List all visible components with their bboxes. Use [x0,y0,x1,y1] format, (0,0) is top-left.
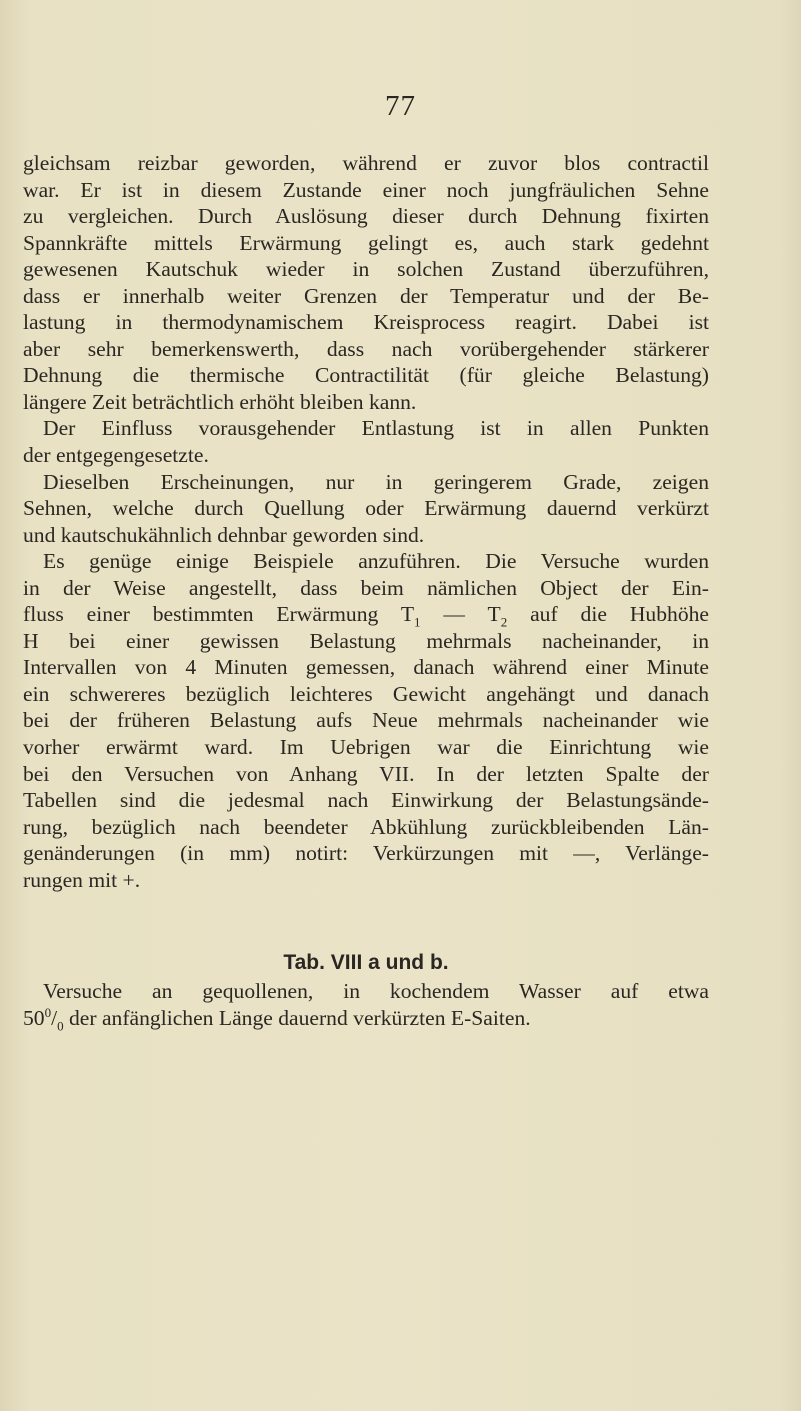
table-title: Tab. VIII a und b. [283,951,449,975]
text-line: aber sehr bemerkenswerth, dass nach vorübergehender stärkerer [23,336,709,361]
page-number: 77 [385,90,416,122]
caption-line [23,1005,709,1032]
text-line: Intervallen von 4 Minuten gemessen, danach während einer Minute [23,655,709,680]
text-line: ein schwereres bezüglich leichteres Gewicht angehängt und danach [23,681,709,706]
text-line: längere Zeit beträchtlich erhöht bleiben kann. [23,389,417,414]
text-line: Der Einfluss vorausgehender Entlastung ist in allen Punkten [43,416,709,441]
text-line: in der Weise angestellt, dass beim nämlichen Object der Ein- [23,575,709,600]
text-line: bei den Versuchen von Anhang VII. In der letzten Spalte der [23,761,709,786]
text-line: vorher erwärmt ward. Im Uebrigen war die Einrichtung wie [23,735,709,760]
text-fragment: auf die Hubhöhe [507,602,709,627]
text-line: rungen mit +. [23,867,141,892]
text-line: war. Er ist in diesem Zustande einer noch jungfräulichen Sehne [23,177,709,202]
text-line: Es genüge einige Beispiele anzuführen. Die Versuche wurden [43,549,709,574]
text-fragment: — T [420,602,501,627]
text-line: rung, bezüglich nach beendeter Abkühlung zurückbleibenden Län- [23,814,709,839]
text-line: Spannkräfte mittels Erwärmung gelingt es, auch stark gedehnt [23,230,709,255]
subscript: 0 [57,1018,64,1034]
text-fragment: fluss einer bestimmten Erwärmung T [23,602,415,627]
text-line: gleichsam reizbar geworden, während er zuvor blos contractil [23,151,709,175]
text-line: Dehnung die thermische Contractilität (für gleiche Belastung) [23,363,709,388]
superscript: 0 [44,1004,52,1020]
text-fragment: / [51,1005,58,1030]
text-line: und kautschukähnlich dehnbar geworden sind. [23,522,425,547]
text-line: der entgegengesetzte. [23,443,209,468]
text-line: genänderungen (in mm) notirt: Verkürzungen mit —, Verlänge- [23,841,709,866]
text-fragment: 50 [23,1005,45,1030]
text-line: bei der früheren Belastung aufs Neue mehrmals nacheinander wie [23,708,709,733]
text-fragment: der anfänglichen Länge dauernd verkürzten E-Saiten. [63,1005,531,1030]
body-text [23,150,709,1034]
text-line: zu vergleichen. Durch Auslösung dieser durch Dehnung fixirten [23,204,709,229]
text-line: dass er innerhalb weiter Grenzen der Temperatur und der Be- [23,283,709,308]
subscript: 1 [414,614,421,630]
text-line: Tabellen sind die jedesmal nach Einwirkung der Belastungsände- [23,788,709,813]
caption-line: Versuche an gequollenen, in kochendem Wasser auf etwa [43,979,709,1004]
text-line: lastung in thermodynamischem Kreisprocess reagirt. Dabei ist [23,310,709,335]
text-line: gewesenen Kautschuk wieder in solchen Zustand überzuführen, [23,257,709,282]
text-line: H bei einer gewissen Belastung mehrmals nacheinander, in [23,628,709,653]
text-line: Dieselben Erscheinungen, nur in geringerem Grade, zeigen [43,469,709,494]
text-line: Sehnen, welche durch Quellung oder Erwärmung dauernd verkürzt [23,496,709,521]
text-line [23,601,709,628]
subscript: 2 [500,614,508,630]
